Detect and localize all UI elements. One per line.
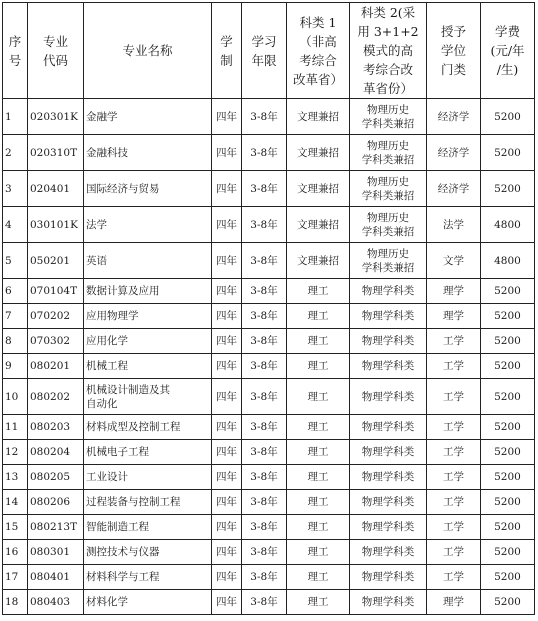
cell-code: 080213T	[28, 515, 84, 540]
cell-idx: 9	[3, 354, 28, 379]
cell-name	[84, 565, 212, 590]
cell-code: 030101K	[28, 207, 84, 243]
cell-cat2-line: 物理历史	[367, 211, 409, 224]
header-name	[84, 3, 212, 99]
cell-system: 四年	[212, 515, 242, 540]
cell-degree: 工学	[427, 329, 481, 354]
table-row	[3, 354, 535, 379]
cell-cat2	[350, 329, 427, 354]
cell-idx: 2	[3, 135, 28, 171]
cell-name	[84, 329, 212, 354]
cell-code: 080203	[28, 415, 84, 440]
cell-years: 3-8年	[242, 465, 287, 490]
cell-name-line: 材料科学与工程	[86, 571, 160, 583]
cell-idx: 14	[3, 490, 28, 515]
cell-idx: 12	[3, 440, 28, 465]
cell-cat2-line: 学科类兼招	[361, 117, 415, 130]
cell-degree: 理学	[427, 590, 481, 615]
header-cat2	[350, 3, 427, 99]
cell-name-line: 金融学	[86, 110, 118, 123]
header-degree-line: 授予	[440, 24, 466, 39]
cell-idx: 11	[3, 415, 28, 440]
header-row	[3, 3, 535, 99]
cell-idx: 13	[3, 465, 28, 490]
header-cat2-line: 科类 2(采	[360, 5, 416, 20]
header-cat1-line: 改革省）	[292, 71, 343, 87]
cell-cat1: 理工	[287, 490, 350, 515]
cell-idx: 17	[3, 565, 28, 590]
cell-cat2	[350, 135, 427, 171]
cell-cat2-line: 物理学科类	[361, 571, 415, 583]
cell-system: 四年	[212, 565, 242, 590]
cell-idx: 6	[3, 279, 28, 304]
cell-cat2	[350, 465, 427, 490]
cell-cat1: 文理兼招	[287, 135, 350, 171]
header-cat1-line: 科类 1	[299, 14, 337, 30]
cell-cat1: 文理兼招	[287, 243, 350, 279]
cell-cat2	[350, 590, 427, 615]
cell-code: 080401	[28, 565, 84, 590]
cell-code: 080205	[28, 465, 84, 490]
majors-table	[2, 2, 535, 615]
cell-idx: 16	[3, 540, 28, 565]
table-row	[3, 565, 535, 590]
cell-cat1: 理工	[287, 590, 350, 615]
table-row	[3, 415, 535, 440]
cell-cat2-line: 物理学科类	[361, 546, 415, 558]
cell-cat2-line: 物理历史	[367, 139, 409, 152]
cell-system: 四年	[212, 465, 242, 490]
cell-cat2-line: 学科类兼招	[361, 225, 415, 238]
cell-years: 3-8年	[242, 515, 287, 540]
cell-degree: 经济学	[427, 99, 481, 135]
cell-idx: 7	[3, 304, 28, 329]
cell-name-line: 测控技术与仪器	[86, 546, 160, 558]
cell-fee: 5200	[481, 540, 535, 565]
cell-name	[84, 440, 212, 465]
table-row	[3, 279, 535, 304]
cell-name-line: 机械工程	[86, 360, 128, 372]
cell-degree: 工学	[427, 490, 481, 515]
cell-cat2-line: 物理学科类	[361, 360, 415, 372]
cell-name	[84, 590, 212, 615]
cell-cat1: 文理兼招	[287, 171, 350, 207]
cell-system: 四年	[212, 540, 242, 565]
cell-degree: 工学	[427, 565, 481, 590]
cell-name	[84, 135, 212, 171]
cell-code: 070302	[28, 329, 84, 354]
cell-code: 080301	[28, 540, 84, 565]
cell-name	[84, 515, 212, 540]
cell-degree: 文学	[427, 243, 481, 279]
cell-code: 070202	[28, 304, 84, 329]
header-years-line: 年限	[251, 52, 277, 68]
table-row	[3, 465, 535, 490]
cell-cat2	[350, 379, 427, 415]
cell-fee: 4800	[481, 243, 535, 279]
cell-cat2	[350, 415, 427, 440]
cell-degree: 工学	[427, 440, 481, 465]
cell-cat2-line: 物理学科类	[361, 471, 415, 483]
cell-cat2	[350, 515, 427, 540]
cell-cat2	[350, 207, 427, 243]
cell-cat2-line: 物理学科类	[361, 285, 415, 297]
cell-years: 3-8年	[242, 304, 287, 329]
cell-years: 3-8年	[242, 279, 287, 304]
cell-name-line: 过程装备与控制工程	[86, 496, 181, 508]
cell-cat2-line: 学科类兼招	[361, 153, 415, 166]
cell-cat2-line: 物理学科类	[361, 496, 415, 508]
cell-system: 四年	[212, 99, 242, 135]
header-code	[28, 3, 84, 99]
cell-years: 3-8年	[242, 379, 287, 415]
cell-name	[84, 415, 212, 440]
cell-fee: 5200	[481, 354, 535, 379]
cell-fee: 5200	[481, 279, 535, 304]
cell-name-line: 智能制造工程	[86, 521, 149, 533]
cell-fee: 5200	[481, 490, 535, 515]
cell-name-line: 机械设计制造及其	[86, 383, 170, 396]
cell-idx: 18	[3, 590, 28, 615]
cell-fee: 5200	[481, 465, 535, 490]
cell-name-line: 机械电子工程	[86, 446, 149, 458]
table-row	[3, 135, 535, 171]
cell-fee: 5200	[481, 304, 535, 329]
header-fee	[481, 3, 535, 99]
cell-degree: 理学	[427, 279, 481, 304]
cell-years: 3-8年	[242, 440, 287, 465]
cell-cat2-line: 物理学科类	[361, 335, 415, 347]
cell-cat2-line: 物理历史	[367, 103, 409, 116]
cell-degree: 工学	[427, 415, 481, 440]
cell-name	[84, 207, 212, 243]
table-header	[3, 3, 535, 99]
cell-name	[84, 243, 212, 279]
cell-code: 020310T	[28, 135, 84, 171]
header-fee-line: /生)	[496, 62, 519, 77]
cell-degree: 法学	[427, 207, 481, 243]
cell-cat2-line: 物理学科类	[361, 446, 415, 458]
cell-years: 3-8年	[242, 329, 287, 354]
table-row	[3, 379, 535, 415]
cell-fee: 4800	[481, 207, 535, 243]
cell-cat2-line: 物理学科类	[361, 390, 415, 403]
cell-years: 3-8年	[242, 243, 287, 279]
header-code-line: 代码	[42, 52, 68, 68]
cell-code: 070104T	[28, 279, 84, 304]
table-row	[3, 243, 535, 279]
table-row	[3, 490, 535, 515]
table-row	[3, 171, 535, 207]
header-cat2-line: 用 3+1+2	[357, 24, 419, 39]
cell-name-line: 应用化学	[86, 335, 128, 347]
cell-cat2-line: 物理学科类	[361, 596, 415, 608]
header-degree	[427, 3, 481, 99]
cell-cat1: 理工	[287, 540, 350, 565]
cell-idx: 1	[3, 99, 28, 135]
cell-system: 四年	[212, 135, 242, 171]
cell-name	[84, 304, 212, 329]
cell-system: 四年	[212, 329, 242, 354]
cell-years: 3-8年	[242, 171, 287, 207]
header-system	[212, 3, 242, 99]
cell-system: 四年	[212, 440, 242, 465]
cell-cat2-line: 物理学科类	[361, 521, 415, 533]
cell-system: 四年	[212, 207, 242, 243]
cell-name-line: 材料化学	[86, 596, 128, 608]
header-system-line: 制	[220, 52, 233, 68]
cell-years: 3-8年	[242, 590, 287, 615]
cell-system: 四年	[212, 379, 242, 415]
cell-name	[84, 279, 212, 304]
cell-name	[84, 379, 212, 415]
cell-system: 四年	[212, 171, 242, 207]
header-years-line: 学习	[251, 33, 277, 49]
header-fee-line: 学费	[494, 24, 520, 39]
cell-cat2-line: 物理学科类	[361, 421, 415, 433]
cell-degree: 理学	[427, 304, 481, 329]
cell-name-line: 英语	[86, 254, 107, 267]
header-fee-line: (元/年	[490, 43, 525, 58]
cell-degree: 经济学	[427, 135, 481, 171]
cell-fee: 5200	[481, 440, 535, 465]
cell-fee: 5200	[481, 590, 535, 615]
cell-idx: 3	[3, 171, 28, 207]
cell-system: 四年	[212, 279, 242, 304]
cell-cat1: 理工	[287, 354, 350, 379]
cell-name-line: 金融科技	[86, 146, 128, 159]
cell-years: 3-8年	[242, 565, 287, 590]
cell-years: 3-8年	[242, 207, 287, 243]
cell-system: 四年	[212, 490, 242, 515]
header-cat1-line: 考综合	[299, 52, 337, 68]
cell-code: 080204	[28, 440, 84, 465]
header-cat2-line: 革省份）	[362, 81, 413, 96]
cell-name-line: 材料成型及控制工程	[86, 421, 181, 433]
cell-fee: 5200	[481, 99, 535, 135]
header-system-line: 学	[220, 33, 233, 49]
cell-cat1: 理工	[287, 379, 350, 415]
table-row	[3, 304, 535, 329]
cell-degree: 工学	[427, 515, 481, 540]
header-degree-line: 门类	[440, 62, 466, 77]
cell-fee: 5200	[481, 329, 535, 354]
cell-cat1: 理工	[287, 515, 350, 540]
cell-fee: 5200	[481, 515, 535, 540]
cell-name-line: 数据计算及应用	[86, 285, 160, 297]
header-cat2-line: 模式的高	[362, 43, 413, 58]
cell-degree: 工学	[427, 465, 481, 490]
cell-name-line: 工业设计	[86, 471, 128, 483]
header-cat2-line: 考综合改	[362, 62, 413, 77]
cell-cat1: 理工	[287, 279, 350, 304]
cell-cat2	[350, 304, 427, 329]
table-body	[3, 99, 535, 615]
cell-fee: 5200	[481, 565, 535, 590]
header-degree-line: 学位	[440, 43, 466, 58]
cell-cat1: 理工	[287, 329, 350, 354]
cell-cat2	[350, 243, 427, 279]
cell-fee: 5200	[481, 135, 535, 171]
cell-idx: 15	[3, 515, 28, 540]
cell-years: 3-8年	[242, 99, 287, 135]
cell-cat1: 文理兼招	[287, 207, 350, 243]
header-cat1	[287, 3, 350, 99]
cell-code: 080403	[28, 590, 84, 615]
cell-name	[84, 99, 212, 135]
cell-idx: 5	[3, 243, 28, 279]
cell-cat2-line: 物理历史	[367, 175, 409, 188]
cell-code: 050201	[28, 243, 84, 279]
cell-name	[84, 465, 212, 490]
cell-name-line: 自动化	[86, 397, 118, 410]
cell-cat2-line: 学科类兼招	[361, 189, 415, 202]
cell-name-line: 法学	[86, 218, 107, 231]
cell-code: 080202	[28, 379, 84, 415]
table-row	[3, 515, 535, 540]
cell-code: 080201	[28, 354, 84, 379]
table-row	[3, 329, 535, 354]
cell-cat2-line: 物理历史	[367, 247, 409, 260]
cell-fee: 5200	[481, 415, 535, 440]
cell-cat1: 理工	[287, 415, 350, 440]
header-idx-line: 序	[8, 33, 22, 49]
cell-name	[84, 171, 212, 207]
header-years	[242, 3, 287, 99]
cell-cat2	[350, 540, 427, 565]
header-name-line: 专业名称	[122, 43, 173, 58]
cell-idx: 8	[3, 329, 28, 354]
cell-fee: 5200	[481, 379, 535, 415]
cell-name	[84, 540, 212, 565]
table-row	[3, 440, 535, 465]
cell-idx: 10	[3, 379, 28, 415]
table-row	[3, 207, 535, 243]
cell-cat2	[350, 490, 427, 515]
cell-name-line: 国际经济与贸易	[86, 182, 160, 195]
header-idx	[3, 3, 28, 99]
cell-cat2	[350, 279, 427, 304]
cell-cat1: 理工	[287, 565, 350, 590]
cell-system: 四年	[212, 304, 242, 329]
cell-years: 3-8年	[242, 540, 287, 565]
cell-idx: 4	[3, 207, 28, 243]
cell-cat2	[350, 565, 427, 590]
cell-degree: 工学	[427, 379, 481, 415]
cell-cat2	[350, 99, 427, 135]
cell-code: 020301K	[28, 99, 84, 135]
cell-years: 3-8年	[242, 490, 287, 515]
table-row	[3, 540, 535, 565]
cell-cat2	[350, 171, 427, 207]
cell-cat1: 理工	[287, 304, 350, 329]
cell-code: 020401	[28, 171, 84, 207]
cell-cat1: 理工	[287, 440, 350, 465]
cell-name	[84, 490, 212, 515]
cell-degree: 工学	[427, 354, 481, 379]
cell-years: 3-8年	[242, 354, 287, 379]
cell-degree: 经济学	[427, 171, 481, 207]
cell-system: 四年	[212, 590, 242, 615]
cell-cat2-line: 物理学科类	[361, 310, 415, 322]
cell-cat1: 理工	[287, 465, 350, 490]
cell-cat2	[350, 354, 427, 379]
table-row	[3, 590, 535, 615]
cell-cat2-line: 学科类兼招	[361, 261, 415, 274]
cell-system: 四年	[212, 354, 242, 379]
cell-years: 3-8年	[242, 415, 287, 440]
cell-system: 四年	[212, 243, 242, 279]
cell-years: 3-8年	[242, 135, 287, 171]
cell-name-line: 应用物理学	[86, 310, 139, 322]
cell-cat1: 文理兼招	[287, 99, 350, 135]
cell-name	[84, 354, 212, 379]
cell-fee: 5200	[481, 171, 535, 207]
table-row	[3, 99, 535, 135]
header-idx-line: 号	[8, 52, 22, 68]
cell-degree: 工学	[427, 540, 481, 565]
header-cat1-line: （非高	[299, 33, 337, 49]
cell-code: 080206	[28, 490, 84, 515]
cell-system: 四年	[212, 415, 242, 440]
header-code-line: 专业	[42, 33, 68, 49]
cell-cat2	[350, 440, 427, 465]
